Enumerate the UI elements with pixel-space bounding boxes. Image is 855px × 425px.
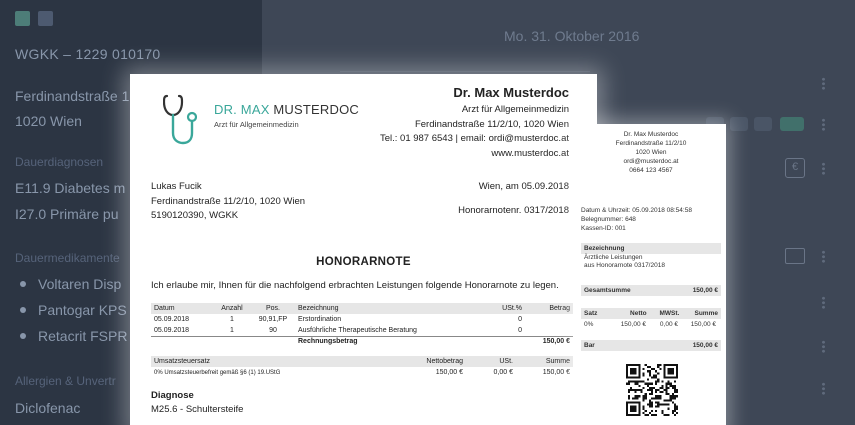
brand-name: DR. MAX MUSTERDOC [214, 102, 359, 117]
doctor-name: Dr. Max Musterdoc [453, 85, 569, 100]
total-row [151, 336, 573, 347]
receipt-meta: Datum & Uhrzeit: 05.09.2018 08:54:58 Belegnummer: 648 Kassen-ID: 001 [581, 207, 692, 232]
window-control-icon[interactable] [38, 11, 53, 26]
doctor-web: www.musterdoc.at [491, 147, 569, 159]
diagnosis-item[interactable]: I27.0 Primäre pu [15, 206, 119, 222]
tag-chip-active[interactable] [780, 117, 804, 131]
doctor-title: Arzt für Allgemeinmedizin [461, 104, 569, 115]
receipt-header: Dr. Max Musterdoc Ferdinandstraße 11/2/10 1020 Wien ordi@musterdoc.at 0664 123 4567 [615, 131, 687, 174]
table-row: 0% Umsatzsteuerbefreit gemäß §6 (1) 19.UStG 150,00 € 0,00 € 150,00 € [154, 369, 570, 376]
more-icon[interactable] [822, 296, 825, 309]
more-icon[interactable] [822, 77, 825, 90]
doctor-address: Ferdinandstraße 11/2/10, 1020 Wien [414, 118, 569, 130]
insurance-number: WGKK – 1229 010170 [15, 46, 161, 62]
address-line: Ferdinandstraße 1 [15, 88, 130, 104]
table-header: Umsatzsteuersatz Nettobetrag USt. Summe [151, 356, 573, 367]
section-heading: Dauermedikamente [15, 251, 120, 265]
services-table [151, 303, 573, 347]
address-line: 1020 Wien [15, 113, 82, 129]
table-row: 05.09.2018 1 90,91,FP Erstordination 0 [154, 316, 522, 323]
receipt-item-text: Ärztliche Leistungen aus Honorarnote 0317/2018 [584, 254, 665, 269]
patient-address: Ferdinandstraße 11/2/10, 1020 Wien [151, 195, 306, 207]
patient-svnr: 5190120390, WGKK [151, 210, 239, 221]
invoice-title: HONORARNOTE [316, 256, 411, 268]
receipt-tax-row: 0% 150,00 € 0,00 € 150,00 € [584, 321, 716, 328]
receipt-sum-row: Gesamtsumme 150,00 € [581, 285, 721, 296]
allergy-item[interactable]: Diclofenac [15, 400, 81, 416]
printer-icon[interactable] [785, 248, 805, 264]
receipt-cash-row: Bar 150,00 € [581, 340, 721, 351]
stethoscope-icon [163, 93, 197, 145]
table-header: Datum Anzahl Pos. Bezeichnung USt.% Betrag [151, 303, 573, 314]
doctor-header [380, 84, 569, 161]
doctor-contact: Tel.: 01 987 6543 | email: ordi@musterdoc.at [379, 133, 569, 144]
euro-icon[interactable]: € [785, 158, 805, 178]
medication-item[interactable]: Voltaren Disp [22, 276, 121, 292]
section-heading: Allergien & Unvertr [15, 374, 116, 388]
diagnosis-value: M25.6 - Schultersteife [151, 404, 244, 415]
receipt-item-label: Bezeichnung [581, 243, 721, 254]
medication-item[interactable]: Pantogar KPS [22, 302, 127, 318]
qr-code-icon [626, 364, 678, 416]
receipt-tax-header: Satz Netto MWSt. Summe [581, 308, 721, 319]
row-divider [340, 71, 590, 72]
more-icon[interactable] [822, 162, 825, 175]
invoice-intro: Ich erlaube mir, Ihnen für die nachfolgend erbrachten Leistungen folgende Honorarnote zu legen. [151, 280, 559, 291]
section-heading: Dauerdiagnosen [15, 155, 104, 169]
place-date: Wien, am 05.09.2018 [478, 181, 569, 192]
more-icon[interactable] [822, 340, 825, 353]
total-label: Rechnungsbetrag [295, 336, 475, 347]
cash-receipt [576, 124, 726, 425]
diagnosis-item[interactable]: E11.9 Diabetes m [15, 180, 126, 196]
brand-subtitle: Arzt für Allgemeinmedizin [214, 120, 299, 129]
tag-chip[interactable] [730, 117, 748, 131]
patient-block [151, 180, 305, 224]
window-control-icon[interactable] [15, 11, 30, 26]
more-icon[interactable] [822, 118, 825, 131]
diagnosis-label: Diagnose [151, 390, 194, 401]
table-row: 05.09.2018 1 90 Ausführliche Therapeutische Beratung 0 [154, 326, 522, 334]
tag-chip[interactable] [754, 117, 772, 131]
tax-table [151, 356, 573, 378]
invoice-number: Honorarnotenr. 0317/2018 [458, 205, 569, 216]
more-icon[interactable] [822, 250, 825, 263]
patient-name: Lukas Fucik [151, 181, 202, 192]
total-value: 150,00 € [525, 336, 573, 347]
visit-date: Mo. 31. Oktober 2016 [504, 28, 640, 44]
more-icon[interactable] [822, 382, 825, 395]
invoice-document [130, 74, 597, 425]
medication-item[interactable]: Retacrit FSPR [22, 328, 127, 344]
